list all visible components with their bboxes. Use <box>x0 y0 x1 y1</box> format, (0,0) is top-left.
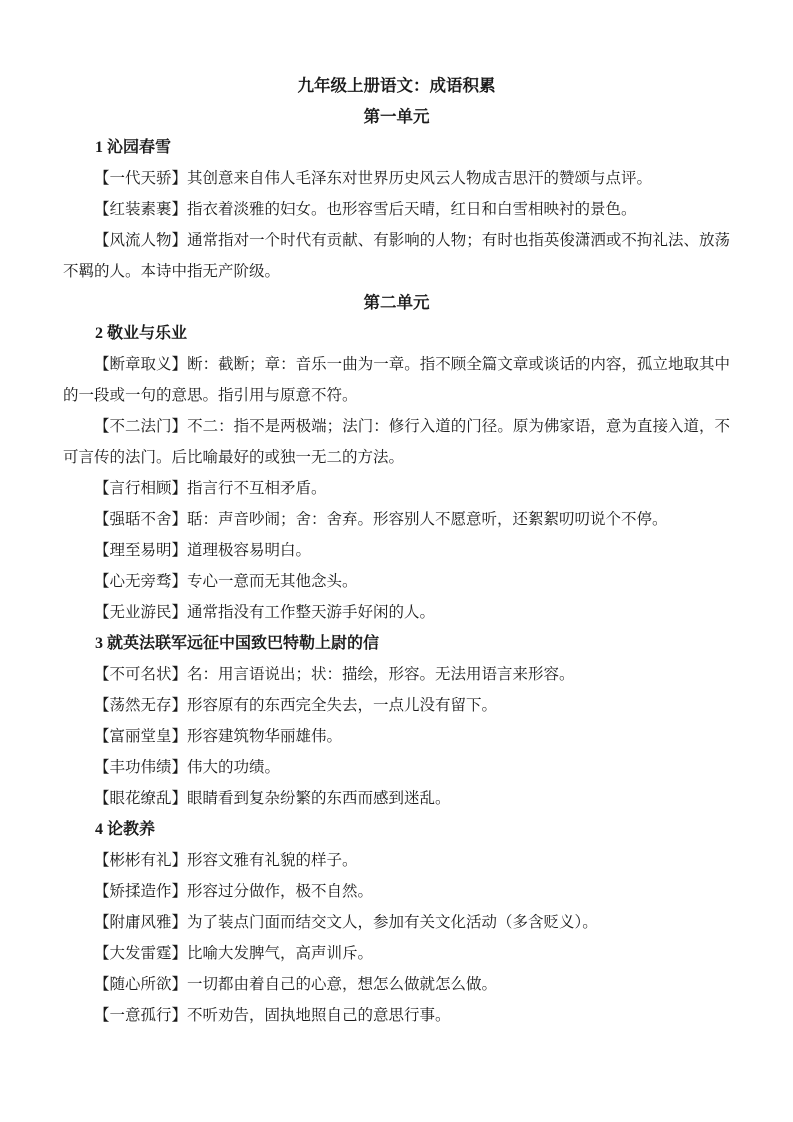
idiom-entry: 【强聒不舍】聒：声音吵闹；舍：舍弃。形容别人不愿意听，还絮絮叨叨说个不停。 <box>94 511 668 528</box>
idiom-entry: 【红装素裹】指衣着淡雅的妇女。也形容雪后天晴，红日和白雪相映衬的景色。 <box>94 201 637 218</box>
idiom-entry: 【一代天骄】其创意来自伟人毛泽东对世界历史风云人物成吉思汗的赞颂与点评。 <box>94 170 653 187</box>
idiom-entry: 【富丽堂皇】形容建筑物华丽雄伟。 <box>94 728 343 745</box>
idiom-entry: 【大发雷霆】比喻大发脾气，高声训斥。 <box>94 945 374 962</box>
idiom-entry: 【一意孤行】不听劝告，固执地照自己的意思行事。 <box>94 1007 451 1024</box>
idiom-entry: 【丰功伟绩】伟大的功绩。 <box>94 759 281 776</box>
idiom-entry: 【理至易明】道理极容易明白。 <box>94 542 312 559</box>
idiom-entry: 【附庸风雅】为了装点门面而结交文人，参加有关文化活动（多含贬义）。 <box>94 914 598 931</box>
lesson-title: 4 论教养 <box>95 821 156 838</box>
idiom-entry: 【风流人物】通常指对一个时代有贡献、有影响的人物；有时也指英俊潇洒或不拘礼法、放荡不羁的人。本诗中指无产阶级。 <box>63 232 730 280</box>
idiom-entry: 【不二法门】不二：指不是两极端；法门：修行入道的门径。原为佛家语，意为直接入道，不可言传的法门。后比喻最好的或独一无二的方法。 <box>63 418 730 466</box>
unit-heading: 第一单元 <box>363 107 430 126</box>
idiom-entry: 【眼花缭乱】眼睛看到复杂纷繁的东西而感到迷乱。 <box>94 790 451 807</box>
idiom-entry: 【彬彬有礼】形容文雅有礼貌的样子。 <box>94 852 358 869</box>
unit-heading: 第二单元 <box>363 293 430 312</box>
lesson-title: 1 沁园春雪 <box>95 139 172 156</box>
idiom-entry: 【荡然无存】形容原有的东西完全失去，一点儿没有留下。 <box>94 697 498 714</box>
idiom-entry: 【矫揉造作】形容过分做作，极不自然。 <box>94 883 374 900</box>
document-body <box>63 101 730 1031</box>
idiom-entry: 【不可名状】名：用言语说出；状：描绘，形容。无法用语言来形容。 <box>94 666 575 683</box>
idiom-entry: 【随心所欲】一切都由着自己的心意，想怎么做就怎么做。 <box>94 976 498 993</box>
idiom-entry: 【断章取义】断：截断；章：音乐一曲为一章。指不顾全篇文章或谈话的内容，孤立地取其中的一段或一句的意思。指引用与原意不符。 <box>63 356 730 404</box>
idiom-entry: 【心无旁骛】专心一意而无其他念头。 <box>94 573 358 590</box>
idiom-entry: 【无业游民】通常指没有工作整天游手好闲的人。 <box>94 604 436 621</box>
idiom-entry: 【言行相顾】指言行不互相矛盾。 <box>94 480 327 497</box>
lesson-title: 3 就英法联军远征中国致巴特勒上尉的信 <box>95 635 380 652</box>
document-title: 九年级上册语文：成语积累 <box>297 76 496 95</box>
lesson-title: 2 敬业与乐业 <box>95 325 188 342</box>
